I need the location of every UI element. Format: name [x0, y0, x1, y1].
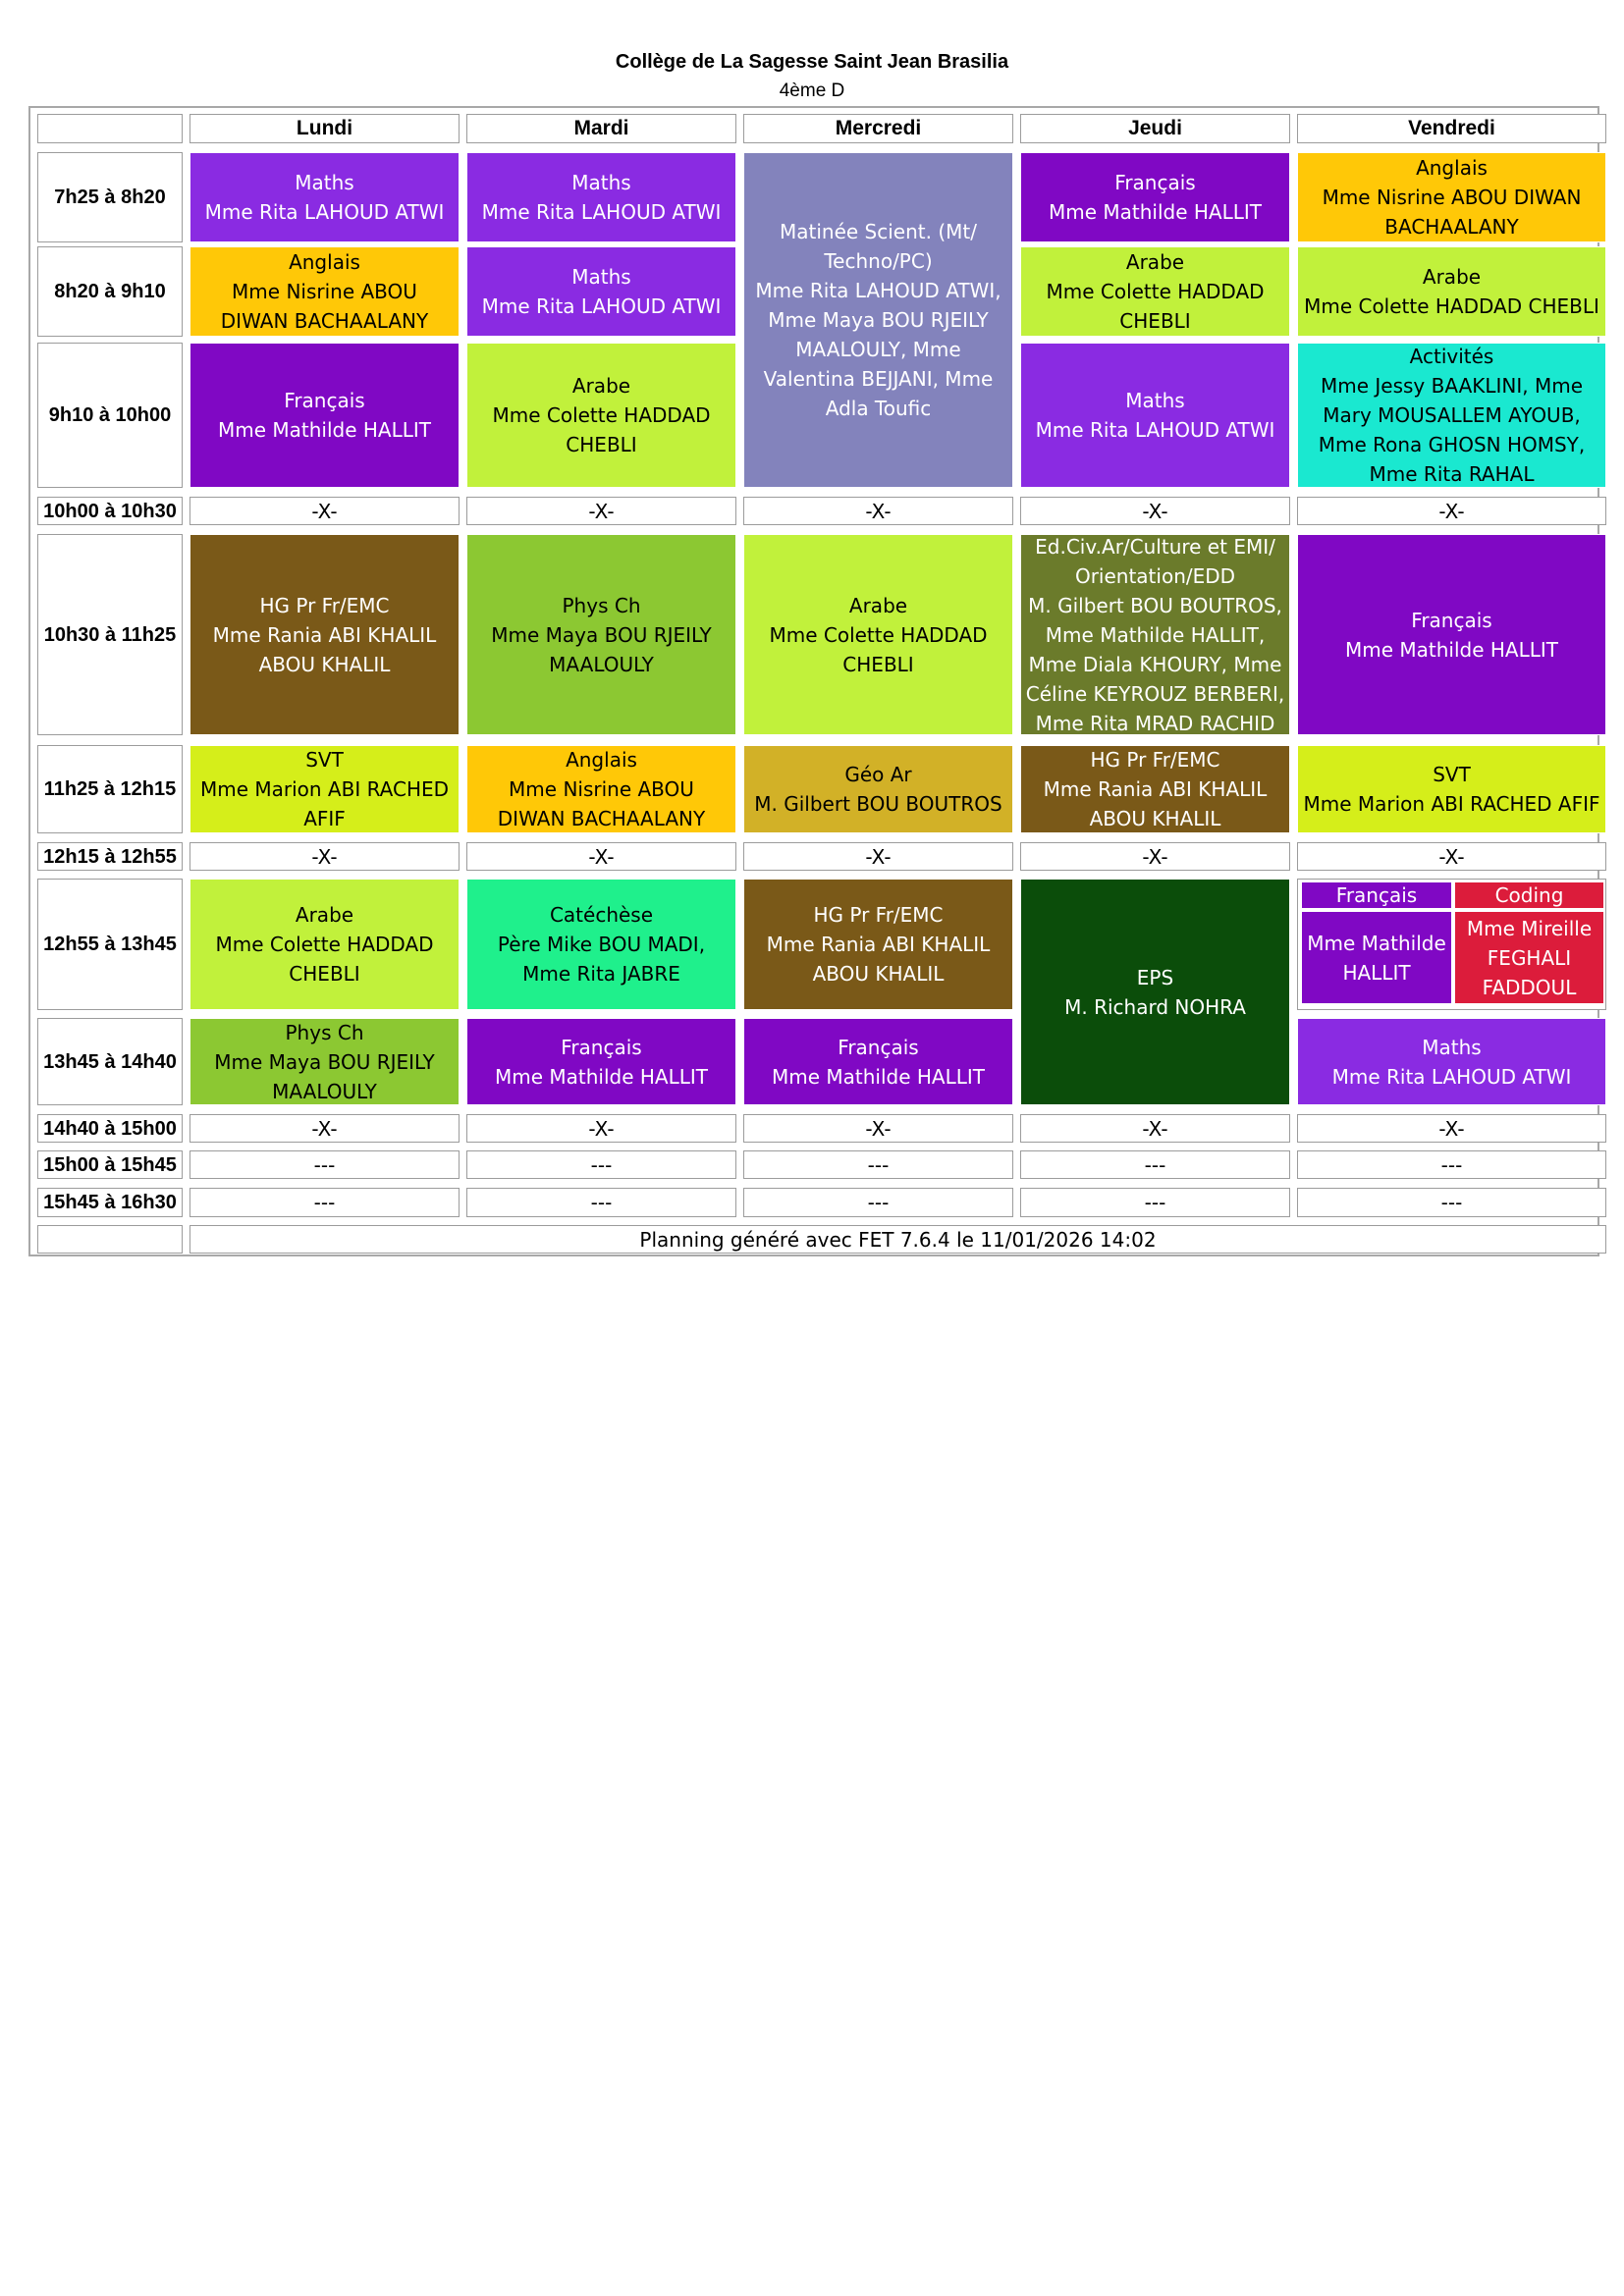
course-teacher: ABOU KHALIL: [258, 652, 391, 676]
course-teacher: MAALOULY: [549, 652, 654, 676]
break-cell: -X-: [1297, 1114, 1606, 1143]
course-block-mardi-8[interactable]: [466, 879, 736, 1010]
break-cell: -X-: [466, 1114, 736, 1143]
course-subject: Anglais: [289, 250, 360, 274]
empty-cell: ---: [466, 1150, 736, 1179]
course-teacher: ABOU KHALIL: [1089, 807, 1221, 830]
course-teacher: ABOU KHALIL: [812, 962, 945, 986]
timetable: [28, 106, 1599, 1256]
course-teacher: Mme Mathilde HALLIT: [1048, 200, 1263, 224]
course-block-mardi-1[interactable]: [466, 152, 736, 242]
course-subject: Français: [838, 1035, 919, 1059]
course-teacher: DIWAN BACHAALANY: [220, 309, 429, 333]
time-slot-label: 12h55 à 13h45: [37, 879, 183, 1010]
break-cell: -X-: [189, 497, 460, 525]
course-teacher: M. Richard NOHRA: [1064, 994, 1246, 1019]
footer-note: Planning généré avec FET 7.6.4 le 11/01/2026 14:02: [189, 1225, 1606, 1254]
course-teacher: M. Gilbert BOU BOUTROS: [754, 792, 1002, 816]
course-block-vendredi-6[interactable]: [1297, 745, 1606, 833]
course-subject: EPS: [1136, 965, 1174, 989]
course-teacher: Mme Diala KHOURY, Mme: [1028, 652, 1282, 676]
course-block-mardi-9[interactable]: [466, 1018, 736, 1105]
course-teacher: FADDOUL: [1482, 975, 1577, 999]
course-subject: Français: [1411, 608, 1492, 632]
course-block-lundi-6[interactable]: [189, 745, 460, 833]
course-teacher: Mme Rita LAHOUD ATWI,: [755, 279, 1001, 302]
course-teacher: Mme Mathilde HALLIT: [494, 1064, 709, 1089]
split-francais-teacher[interactable]: [1302, 912, 1451, 1003]
break-cell: -X-: [1020, 497, 1290, 525]
course-block-vendredi-9[interactable]: [1297, 1018, 1606, 1105]
course-subject: Français: [1114, 171, 1196, 194]
course-teacher: Mme Mathilde HALLIT: [1344, 637, 1559, 662]
course-subject: Arabe: [295, 903, 354, 927]
course-teacher: DIWAN BACHAALANY: [497, 807, 706, 830]
course-subject: Français: [561, 1035, 642, 1059]
empty-cell: ---: [189, 1188, 460, 1217]
course-teacher: Mme Maya BOU RJEILY: [214, 1049, 435, 1074]
break-cell: -X-: [743, 842, 1013, 871]
course-teacher: Mme Marion ABI RACHED AFIF: [1303, 792, 1600, 816]
course-teacher: Valentina BEJJANI, Mme: [763, 367, 994, 391]
course-block-jeudi-8[interactable]: [1020, 879, 1290, 1105]
course-teacher: CHEBLI: [1119, 309, 1191, 333]
empty-cell: ---: [1297, 1188, 1606, 1217]
course-subject: Maths: [295, 171, 354, 194]
course-subject: Phys Ch: [562, 593, 641, 617]
course-subject: Arabe: [1125, 250, 1185, 274]
course-subject: Maths: [571, 265, 631, 289]
course-teacher: Mme Rita LAHOUD ATWI: [1331, 1064, 1572, 1089]
course-teacher: Adla Toufic: [825, 397, 932, 420]
course-teacher: BACHAALANY: [1384, 215, 1519, 239]
course-block-jeudi-3[interactable]: [1020, 343, 1290, 488]
course-teacher: Mme Colette HADDAD: [769, 622, 988, 647]
course-teacher: Mme Rania ABI KHALIL: [1043, 777, 1268, 801]
course-teacher: Mme Colette HADDAD: [1046, 280, 1265, 303]
course-block-lundi-3[interactable]: [189, 343, 460, 488]
course-teacher: Mme Rita MRAD RACHID: [1035, 711, 1275, 735]
course-teacher: Mme Rania ABI KHALIL: [766, 933, 991, 956]
break-cell: -X-: [743, 1114, 1013, 1143]
course-subject: Anglais: [566, 748, 637, 772]
empty-cell: ---: [743, 1188, 1013, 1217]
course-block-mercredi-8[interactable]: [743, 879, 1013, 1010]
course-teacher: Mme Maya BOU RJEILY: [491, 622, 712, 647]
time-slot-label: 11h25 à 12h15: [37, 745, 183, 833]
course-teacher: Mme Rania ABI KHALIL: [212, 622, 437, 647]
course-teacher: Céline KEYROUZ BERBERI,: [1025, 681, 1285, 706]
course-teacher: Mme Mathilde HALLIT: [217, 418, 432, 442]
course-teacher: Mme Mathilde HALLIT,: [1045, 622, 1266, 647]
day-header-vendredi: Vendredi: [1297, 114, 1606, 143]
course-block-vendredi-1[interactable]: [1297, 152, 1606, 242]
course-teacher: Mme Colette HADDAD: [492, 403, 711, 427]
course-subject: Phys Ch: [285, 1020, 364, 1044]
class-subtitle: 4ème D: [779, 80, 845, 101]
course-teacher: M. Gilbert BOU BOUTROS,: [1028, 593, 1282, 617]
course-teacher: Mme Mireille: [1466, 916, 1593, 940]
course-block-mardi-5[interactable]: [466, 534, 736, 735]
course-teacher: Mme Maya BOU RJEILY: [768, 308, 989, 332]
empty-cell: ---: [466, 1188, 736, 1217]
course-teacher: CHEBLI: [842, 652, 914, 676]
course-teacher: CHEBLI: [566, 433, 637, 456]
course-subject: HG Pr Fr/EMC: [1090, 748, 1220, 772]
course-block-jeudi-5[interactable]: [1020, 534, 1290, 735]
course-subject: HG Pr Fr/EMC: [259, 593, 390, 617]
course-block-jeudi-1[interactable]: [1020, 152, 1290, 242]
time-slot-label: 15h00 à 15h45: [37, 1150, 183, 1179]
course-subject: Français: [284, 389, 365, 412]
course-block-jeudi-2[interactable]: [1020, 246, 1290, 337]
break-cell: -X-: [743, 497, 1013, 525]
course-subject: Anglais: [1416, 156, 1488, 180]
course-teacher: Mme Rita LAHOUD ATWI: [1035, 418, 1275, 442]
course-teacher: Mme Mathilde HALLIT: [771, 1064, 986, 1089]
course-teacher: Père Mike BOU MADI,: [497, 933, 706, 956]
course-teacher: Mme Rita JABRE: [522, 962, 680, 986]
break-cell: -X-: [466, 842, 736, 871]
course-block-lundi-9[interactable]: [189, 1018, 460, 1105]
footer-corner-cell: [37, 1225, 183, 1254]
time-slot-label: 7h25 à 8h20: [37, 152, 183, 242]
course-teacher: Mme Nisrine ABOU DIWAN: [1322, 186, 1582, 209]
course-block-lundi-5[interactable]: [189, 534, 460, 735]
course-teacher: Mme Colette HADDAD CHEBLI: [1304, 294, 1599, 318]
school-title: Collège de La Sagesse Saint Jean Brasilia: [615, 51, 1009, 73]
time-slot-label: 9h10 à 10h00: [37, 343, 183, 488]
empty-cell: ---: [1020, 1188, 1290, 1217]
split-coding-teacher[interactable]: [1455, 912, 1603, 1003]
course-teacher: Mme Colette HADDAD: [215, 933, 434, 956]
course-block-lundi-2[interactable]: [189, 246, 460, 337]
day-header-lundi: Lundi: [189, 114, 460, 143]
break-cell: -X-: [1297, 497, 1606, 525]
break-cell: -X-: [1297, 842, 1606, 871]
course-teacher: Orientation/EDD: [1074, 563, 1236, 588]
course-subject: SVT: [305, 748, 344, 772]
day-header-mercredi: Mercredi: [743, 114, 1013, 143]
course-subject: Arabe: [571, 374, 631, 398]
course-teacher: Mme Rona GHOSN HOMSY,: [1318, 433, 1586, 456]
course-teacher: Mme Nisrine ABOU: [509, 777, 694, 801]
course-subject: Maths: [1125, 389, 1185, 412]
course-subject: Activités: [1409, 345, 1494, 368]
course-block-mercredi-1[interactable]: [743, 152, 1013, 488]
course-teacher: Mary MOUSALLEM AYOUB,: [1323, 403, 1581, 427]
course-teacher: Mme Marion ABI RACHED: [199, 777, 450, 801]
course-teacher: AFIF: [303, 807, 346, 830]
corner-cell: [37, 114, 183, 143]
course-teacher: Mme Mathilde: [1307, 931, 1446, 955]
course-block-mardi-3[interactable]: [466, 343, 736, 488]
course-teacher: Mme Rita RAHAL: [1369, 462, 1535, 486]
course-teacher: Mme Rita LAHOUD ATWI: [481, 200, 722, 224]
time-slot-label: 13h45 à 14h40: [37, 1018, 183, 1105]
course-teacher: Mme Rita LAHOUD ATWI: [204, 200, 445, 224]
course-block-lundi-8[interactable]: [189, 879, 460, 1010]
course-subject: Géo Ar: [844, 763, 912, 786]
course-teacher: CHEBLI: [289, 962, 360, 986]
course-block-vendredi-2[interactable]: [1297, 246, 1606, 337]
break-cell: -X-: [466, 497, 736, 525]
course-subject: Arabe: [1422, 265, 1482, 289]
course-teacher: Mme Jessy BAAKLINI, Mme: [1320, 374, 1584, 398]
empty-cell: ---: [743, 1150, 1013, 1179]
course-block-mercredi-5[interactable]: [743, 534, 1013, 735]
course-subject: HG Pr Fr/EMC: [813, 903, 944, 927]
course-teacher: MAALOULY: [272, 1079, 377, 1103]
day-header-jeudi: Jeudi: [1020, 114, 1290, 143]
empty-cell: ---: [1020, 1150, 1290, 1179]
split-coding-label[interactable]: [1455, 882, 1603, 908]
time-slot-label: 15h45 à 16h30: [37, 1188, 183, 1217]
empty-cell: ---: [1297, 1150, 1606, 1179]
course-block-mercredi-9[interactable]: [743, 1018, 1013, 1105]
time-slot-label: 10h00 à 10h30: [37, 497, 183, 525]
time-slot-label: 12h15 à 12h55: [37, 842, 183, 871]
course-block-mardi-2[interactable]: [466, 246, 736, 337]
course-subject: Maths: [571, 171, 631, 194]
time-slot-label: 10h30 à 11h25: [37, 534, 183, 735]
course-subject: Catéchèse: [549, 903, 654, 927]
day-header-mardi: Mardi: [466, 114, 736, 143]
time-slot-label: 8h20 à 9h10: [37, 246, 183, 337]
empty-cell: ---: [189, 1150, 460, 1179]
course-teacher: Mme Nisrine ABOU: [232, 280, 417, 303]
course-block-vendredi-5[interactable]: [1297, 534, 1606, 735]
split-francais-label[interactable]: [1302, 882, 1451, 908]
course-teacher: Techno/PC): [824, 249, 933, 273]
course-teacher: FEGHALI: [1487, 945, 1572, 970]
course-subject: Coding: [1494, 883, 1564, 907]
course-teacher: MAALOULY, Mme: [795, 338, 961, 361]
break-cell: -X-: [189, 842, 460, 871]
course-block-mercredi-6[interactable]: [743, 745, 1013, 833]
course-subject: Matinée Scient. (Mt/: [780, 220, 977, 243]
course-block-jeudi-6[interactable]: [1020, 745, 1290, 833]
course-subject: Maths: [1422, 1035, 1482, 1059]
course-block-mardi-6[interactable]: [466, 745, 736, 833]
course-teacher: Mme Rita LAHOUD ATWI: [481, 294, 722, 318]
course-subject: Français: [1335, 883, 1418, 907]
course-block-vendredi-3[interactable]: [1297, 343, 1606, 488]
time-slot-label: 14h40 à 15h00: [37, 1114, 183, 1143]
course-subject: SVT: [1433, 763, 1471, 786]
break-cell: -X-: [1020, 1114, 1290, 1143]
course-subject: Arabe: [848, 593, 908, 617]
course-teacher: HALLIT: [1342, 960, 1411, 985]
course-block-lundi-1[interactable]: [189, 152, 460, 242]
break-cell: -X-: [1020, 842, 1290, 871]
course-subject: Ed.Civ.Ar/Culture et EMI/: [1035, 534, 1275, 559]
split-course-cell: [1297, 879, 1606, 1010]
break-cell: -X-: [189, 1114, 460, 1143]
